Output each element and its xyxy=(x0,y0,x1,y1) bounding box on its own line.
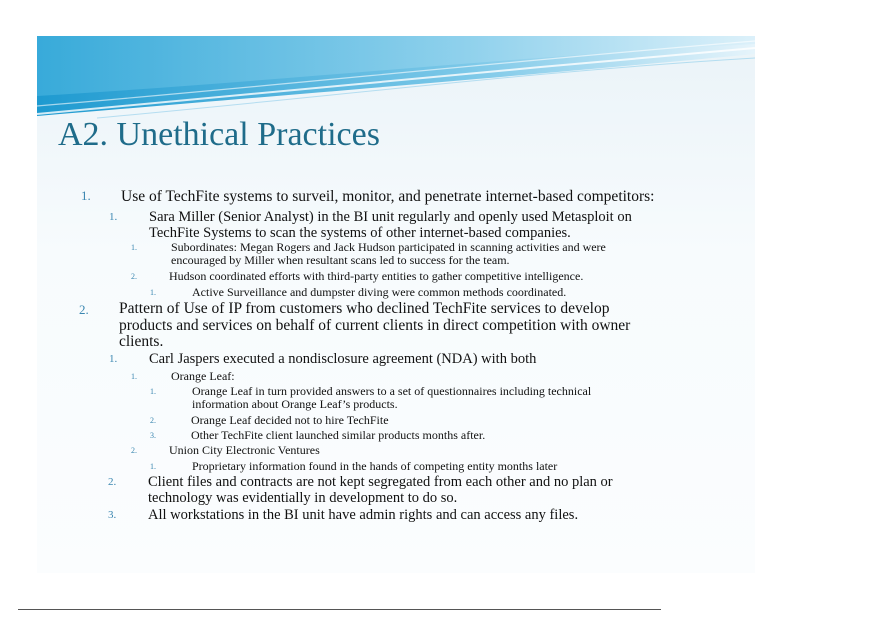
list-number: 2. xyxy=(131,446,137,455)
list-item xyxy=(108,507,579,524)
list-text: Orange Leaf: xyxy=(171,369,235,383)
slide-title: A2. Unethical Practices xyxy=(58,116,380,153)
list-item xyxy=(131,269,584,283)
list-text: Hudson coordinated efforts with third-party entities to gather competitive intelligence. xyxy=(169,269,584,283)
list-number: 2. xyxy=(131,272,137,281)
list-text: Active Surveillance and dumpster diving were common methods coordinated. xyxy=(192,285,567,299)
list-text: Orange Leaf decided not to hire TechFite xyxy=(191,413,389,427)
list-item xyxy=(131,240,606,267)
list-number: 1. xyxy=(109,211,118,223)
list-item xyxy=(150,428,486,442)
list-text: Sara Miller (Senior Analyst) in the BI unit regularly and openly used Metasploit on xyxy=(149,209,632,225)
list-number: 1. xyxy=(150,387,156,396)
list-number: 1. xyxy=(81,188,91,203)
list-text: Subordinates: Megan Rogers and Jack Hudson participated in scanning activities and were xyxy=(171,240,606,254)
list-number: 1. xyxy=(150,462,156,471)
list-text: clients. xyxy=(119,333,164,351)
list-item xyxy=(150,285,567,299)
list-text: Orange Leaf in turn provided answers to a set of questionnaires including technical xyxy=(192,384,592,398)
list-number: 1. xyxy=(150,288,156,297)
list-number: 2. xyxy=(150,416,156,425)
list-text: TechFite Systems to scan the systems of other internet-based companies. xyxy=(149,224,571,241)
list-item xyxy=(150,384,592,411)
list-item xyxy=(81,188,655,206)
list-text: Pattern of Use of IP from customers who declined TechFite services to develop xyxy=(119,300,610,317)
list-text: Other TechFite client launched similar products months after. xyxy=(191,428,486,442)
list-text: products and services on behalf of current clients in direct competition with owner xyxy=(119,316,631,334)
list-text: encouraged by Miller when resultant scans led to success for the team. xyxy=(171,252,510,267)
list-item xyxy=(79,300,631,351)
list-number: 1. xyxy=(109,353,118,365)
list-number: 2. xyxy=(79,302,89,317)
list-text: All workstations in the BI unit have admin rights and can access any files. xyxy=(148,507,579,523)
list-item xyxy=(109,351,537,368)
list-item xyxy=(131,369,235,383)
list-text: Union City Electronic Ventures xyxy=(169,443,320,457)
list-text: technology was evidentially in development to do so. xyxy=(148,489,458,506)
list-number: 1. xyxy=(131,243,137,252)
header-wave-graphic xyxy=(37,36,755,126)
list-text: Proprietary information found in the hands of competing entity months later xyxy=(192,459,558,473)
list-text: information about Orange Leaf’s products. xyxy=(192,396,398,411)
list-text: Carl Jaspers executed a nondisclosure agreement (NDA) with both xyxy=(149,351,537,367)
list-number: 2. xyxy=(108,476,117,488)
list-number: 3. xyxy=(150,431,156,440)
list-item xyxy=(131,443,320,457)
list-number: 3. xyxy=(108,509,117,521)
list-item xyxy=(109,209,632,241)
list-text: Client files and contracts are not kept segregated from each other and no plan or xyxy=(148,474,613,490)
slide xyxy=(37,36,755,573)
list-text: Use of TechFite systems to surveil, monitor, and penetrate internet-based competitors: xyxy=(121,188,655,205)
footer-divider xyxy=(18,609,661,610)
list-number: 1. xyxy=(131,372,137,381)
list-item xyxy=(108,474,613,506)
list-item xyxy=(150,459,558,473)
list-item xyxy=(150,413,389,427)
